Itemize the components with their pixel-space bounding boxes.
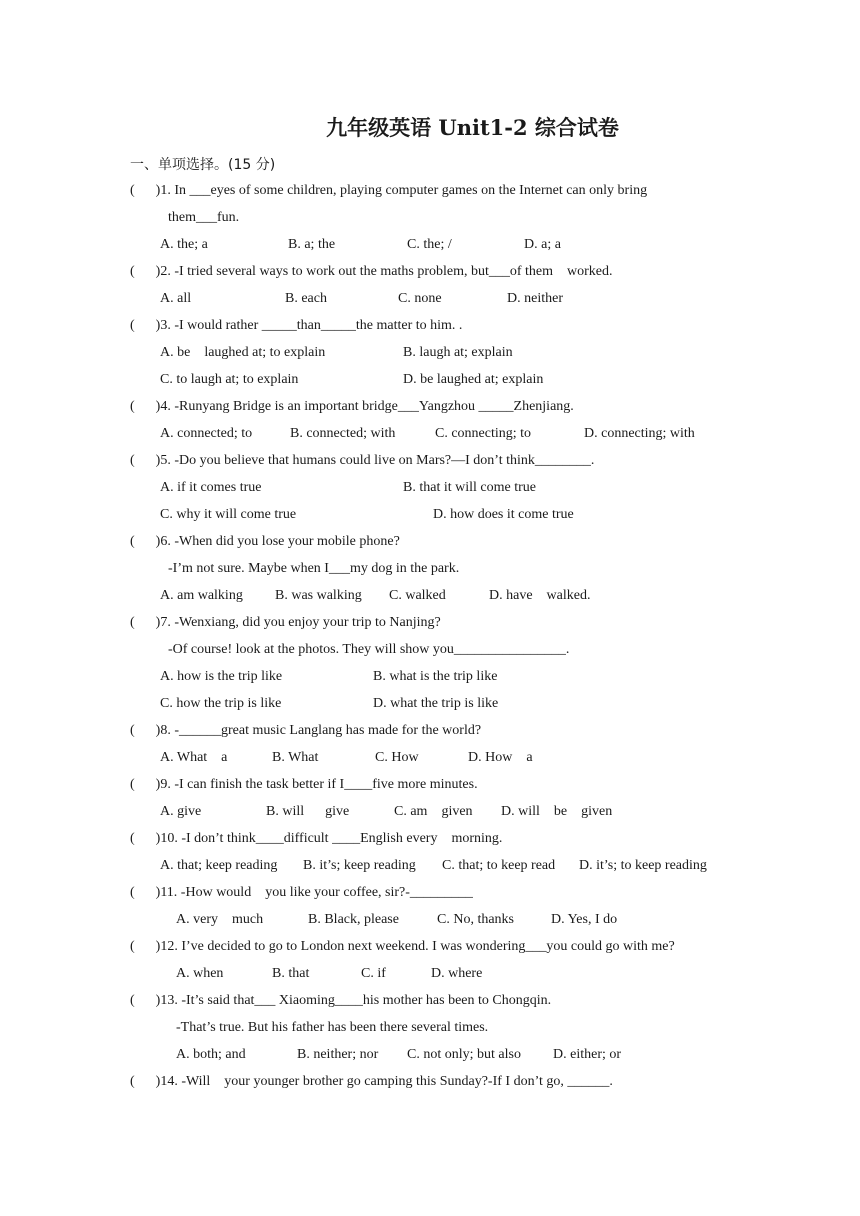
question-stem: ( )10. -I don’t think____difficult ____English every morning.: [130, 831, 503, 846]
option-c: C. that; to keep read: [442, 858, 556, 873]
option-b: B. What: [272, 750, 319, 765]
option-d: D. How a: [468, 750, 533, 765]
question-stem-cont: -That’s true. But his father has been there several times.: [176, 1020, 489, 1035]
option-b: B. that: [272, 966, 310, 981]
question-stem-cont: -I’m not sure. Maybe when I___my dog in the park.: [168, 561, 460, 576]
question-stem: ( )14. -Will your younger brother go camping this Sunday?-If I don’t go, ______.: [130, 1074, 613, 1089]
option-d: D. neither: [507, 291, 563, 306]
option-a: A. if it comes true: [160, 480, 262, 495]
option-d: D. where: [431, 966, 483, 981]
option-a: A. how is the trip like: [160, 669, 283, 684]
question-stem: ( )6. -When did you lose your mobile phone?: [130, 534, 400, 549]
question-stem: ( )4. -Runyang Bridge is an important bridge___Yangzhou _____Zhenjiang.: [130, 399, 574, 414]
option-b: B. what is the trip like: [373, 669, 498, 684]
option-a: A. the; a: [160, 237, 208, 252]
option-c: C. to laugh at; to explain: [160, 372, 299, 387]
option-a: A. be laughed at; to explain: [160, 345, 326, 360]
option-a: A. when: [176, 966, 224, 981]
option-d: D. how does it come true: [433, 507, 574, 522]
question-stem: ( )13. -It’s said that___ Xiaoming____his mother has been to Chongqin.: [130, 993, 552, 1008]
option-d: D. it’s; to keep reading: [579, 858, 707, 873]
option-d: D. be laughed at; explain: [403, 372, 544, 387]
option-b: B. will give: [266, 804, 350, 819]
question-stem-cont: them___fun.: [168, 210, 240, 225]
option-c: C. How: [375, 750, 419, 765]
question-stem: ( )11. -How would you like your coffee, sir?-_________: [130, 885, 473, 900]
question-stem: ( )5. -Do you believe that humans could live on Mars?—I don’t think________.: [130, 453, 595, 468]
option-b: B. neither; nor: [297, 1047, 379, 1062]
option-c: C. none: [398, 291, 442, 306]
option-d: D. either; or: [553, 1047, 622, 1062]
option-c: C. why it will come true: [160, 507, 297, 522]
option-d: D. have walked.: [489, 588, 591, 603]
option-c: C. connecting; to: [435, 426, 532, 441]
option-c: C. if: [361, 966, 386, 981]
option-b: B. a; the: [288, 237, 336, 252]
section-heading: 一、单项选择。(15 分): [130, 157, 276, 173]
option-d: D. Yes, I do: [551, 912, 618, 927]
option-b: B. each: [285, 291, 327, 306]
question-stem: ( )9. -I can finish the task better if I____five more minutes.: [130, 777, 478, 792]
option-b: B. connected; with: [290, 426, 396, 441]
option-a: A. What a: [160, 750, 228, 765]
question-stem: ( )2. -I tried several ways to work out the maths problem, but___of them worked.: [130, 264, 613, 279]
option-a: A. that; keep reading: [160, 858, 278, 873]
option-a: A. connected; to: [160, 426, 253, 441]
question-stem: ( )1. In ___eyes of some children, playing computer games on the Internet can only bring: [130, 183, 648, 198]
option-d: D. connecting; with: [584, 426, 695, 441]
option-b: B. it’s; keep reading: [303, 858, 416, 873]
option-a: A. very much: [176, 912, 264, 927]
option-a: A. both; and: [176, 1047, 246, 1062]
question-stem: ( )3. -I would rather _____than_____the matter to him. .: [130, 318, 463, 333]
question-stem: ( )12. I’ve decided to go to London next weekend. I was wondering___you could go with me?: [130, 939, 675, 954]
question-stem-cont: -Of course! look at the photos. They will show you________________.: [168, 642, 570, 657]
option-c: C. am given: [394, 804, 473, 819]
option-b: B. was walking: [275, 588, 362, 603]
question-stem: ( )7. -Wenxiang, did you enjoy your trip to Nanjing?: [130, 615, 441, 630]
option-d: D. a; a: [524, 237, 561, 252]
option-c: C. not only; but also: [407, 1047, 521, 1062]
option-b: B. that it will come true: [403, 480, 536, 495]
option-c: C. the; /: [407, 237, 452, 252]
option-d: D. will be given: [501, 804, 613, 819]
option-b: B. laugh at; explain: [403, 345, 513, 360]
option-c: C. No, thanks: [437, 912, 514, 927]
option-c: C. walked: [389, 588, 446, 603]
option-b: B. Black, please: [308, 912, 399, 927]
exam-title: 九年级英语 Unit1-2 综合试卷: [326, 115, 619, 140]
option-a: A. am walking: [160, 588, 243, 603]
option-a: A. all: [160, 291, 192, 306]
question-stem: ( )8. -______great music Langlang has made for the world?: [130, 723, 482, 738]
option-a: A. give: [160, 804, 202, 819]
option-c: C. how the trip is like: [160, 696, 282, 711]
option-d: D. what the trip is like: [373, 696, 499, 711]
